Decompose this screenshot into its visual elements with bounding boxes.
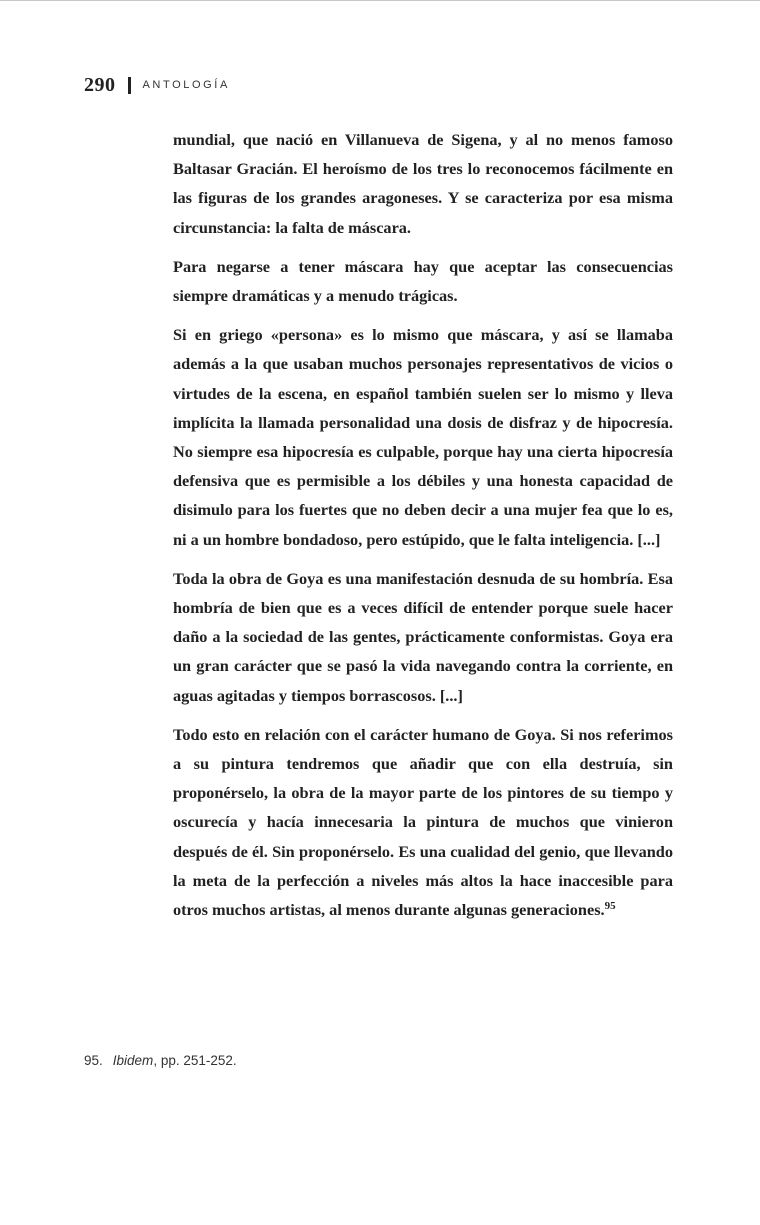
page-top-edge: [0, 0, 760, 1]
page-header: [84, 70, 230, 100]
page-number: 290: [84, 73, 116, 96]
paragraph-5-text: Todo esto en relación con el carácter humano de Goya. Si nos referimos a su pintura tendremos que añadir que con ella destruía, sin proponérselo, la obra de la mayor parte de los pintores de su tiempo y oscurecía y hacía innecesaria la pintura de muchos que vinieron después de él. Sin proponérselo. Es una cualidad del genio, que llevando la meta de la perfección a niveles más altos la hace inaccesible para otros muchos artistas, al menos durante algunas generaciones.: [173, 724, 673, 920]
body-text: [173, 125, 673, 924]
paragraph-5: [173, 720, 673, 924]
header-separator: [128, 77, 131, 94]
footnote: [84, 1053, 237, 1068]
footnote-number: 95.: [84, 1053, 103, 1068]
paragraph-3: Si en griego «persona» es lo mismo que máscara, y así se llamaba además a la que usaban muchos personajes representativos de vicios o virtudes de la escena, en español también suelen ser lo mismo y lleva implícita la llamada personalidad una dosis de disfraz y de hipocresía. No siempre esa hipocresía es culpable, porque hay una cierta hipocresía defensiva que es permisible a los débiles y una honesta capacidad de disimulo para los fuertes que no deben decir a una mujer fea que lo es, ni a un hombre bondadoso, pero estúpido, que le falta inteligencia. [...]: [173, 325, 673, 549]
paragraph-2: Para negarse a tener máscara hay que aceptar las consecuencias siempre dramáticas y a menudo trágicas.: [173, 256, 673, 306]
footnote-pages: , pp. 251-252.: [153, 1053, 237, 1068]
footnote-marker: 95: [604, 900, 616, 913]
paragraph-4: Toda la obra de Goya es una manifestación desnuda de su hombría. Esa hombría de bien que es a veces difícil de entender porque suele hacer daño a la sociedad de las gentes, prácticamente conformistas. Goya era un gran carácter que se pasó la vida navegando contra la corriente, en aguas agitadas y tiempos borrascosos. [...]: [173, 568, 673, 705]
footnote-reference: Ibidem: [112, 1053, 154, 1068]
running-head: ANTOLOGÍA: [142, 79, 230, 91]
paragraph-1: mundial, que nació en Villanueva de Sigena, y al no menos famoso Baltasar Gracián. El heroísmo de los tres lo reconocemos fácilmente en las figuras de los grandes aragoneses. Y se caracteriza por esa misma circunstancia: la falta de máscara.: [173, 130, 673, 237]
